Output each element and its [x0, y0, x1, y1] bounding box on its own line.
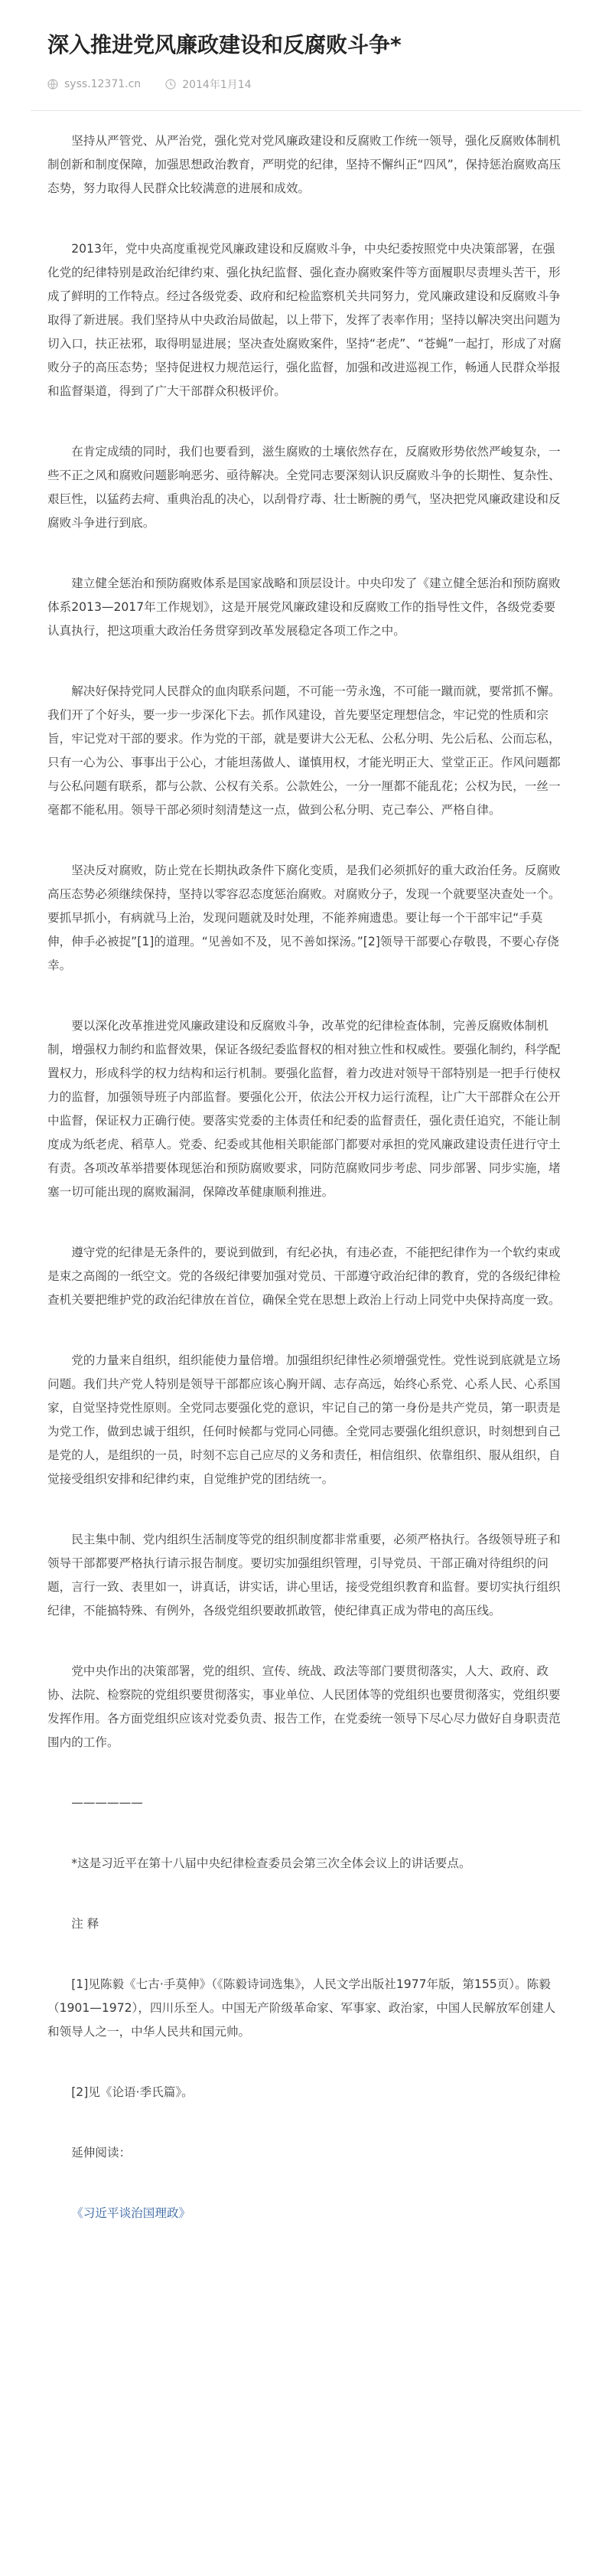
footnotes-section [31, 1791, 581, 2225]
paragraph: 坚持从严管党、从严治党，强化党对党风廉政建设和反腐败工作统一领导，强化反腐败体制机制创新和制度保障，加强思想政治教育，严明党的纪律，坚持不懈纠正“四风”，保持惩治腐败高压态势，努力取得人民群众比较满意的进展和成效。 [47, 133, 562, 195]
footnote-rule: —————— [71, 1795, 143, 1810]
footnote-intro: *这是习近平在第十八届中央纪律检查委员会第三次全体会议上的讲话要点。 [71, 1856, 471, 1870]
note-item: [2]见《论语·季氏篇》。 [71, 2085, 194, 2099]
extended-reading-label: 延伸阅读： [71, 2145, 132, 2160]
paragraph: 民主集中制、党内组织生活制度等党的组织制度都非常重要，必须严格执行。各级领导班子和领导干部都要严格执行请示报告制度。要切实加强组织管理，引导党员、干部正确对待组织的问题，言行一致、表里如一，讲真话，讲实话，讲心里话，接受党组织教育和监督。要切实执行组织纪律，不能搞特殊、有例外，各级党组织要敢抓敢管，使纪律真正成为带电的高压线。 [47, 1532, 561, 1618]
article-date: 2014年1月14 [182, 78, 252, 91]
note-item: [1]见陈毅《七古·手莫伸》（《陈毅诗词选集》，人民文学出版社1977年版，第155页）。陈毅（1901—1972），四川乐至人。中国无产阶级革命家、军事家、政治家，中国人民解放军创建人和领导人之一，中华人民共和国元帅。 [47, 1977, 556, 2039]
extended-reading-link[interactable]: 《习近平谈治国理政》 [71, 2205, 191, 2220]
article-container [31, 0, 581, 2225]
title-divider [31, 110, 581, 111]
clock-icon [165, 79, 176, 90]
paragraph: 在肯定成绩的同时，我们也要看到，滋生腐败的土壤依然存在，反腐败形势依然严峻复杂，一些不正之风和腐败问题影响恶劣、亟待解决。全党同志要深刻认识反腐败斗争的长期性、复杂性、艰巨性，以猛药去疴、重典治乱的决心，以刮骨疗毒、壮士断腕的勇气，坚决把党风廉政建设和反腐败斗争进行到底。 [47, 444, 561, 530]
article-body [31, 129, 581, 1755]
paragraph: 2013年，党中央高度重视党风廉政建设和反腐败斗争，中央纪委按照党中央决策部署，在强化党的纪律特别是政治纪律约束、强化执纪监督、强化查办腐败案件等方面履职尽责埋头苦干，形成了鲜明的工作特点。经过各级党委、政府和纪检监察机关共同努力，党风廉政建设和反腐败斗争取得了新进展。我们坚持从中央政治局做起，以上带下，发挥了表率作用；坚持以解决突出问题为切入口，扶正祛邪，取得明显进展；坚决查处腐败案件，坚持“老虎”、“苍蝇”一起打，形成了对腐败分子的高压态势；坚持促进权力规范运行，强化监督，加强和改进巡视工作，畅通人民群众举报和监督渠道，得到了广大干部群众积极评价。 [47, 241, 562, 398]
notes-title: 注 释 [71, 1916, 99, 1931]
article-meta [47, 77, 581, 92]
extended-reading-link-container [47, 2202, 565, 2225]
paragraph: 建立健全惩治和预防腐败体系是国家战略和顶层设计。中央印发了《建立健全惩治和预防腐败体系2013—2017年工作规划》，这是开展党风廉政建设和反腐败工作的指导性文件，各级党委要认真执行，把这项重大政治任务贯穿到改革发展稳定各项工作之中。 [47, 576, 561, 638]
paragraph: 坚决反对腐败，防止党在长期执政条件下腐化变质，是我们必须抓好的重大政治任务。反腐败高压态势必须继续保持，坚持以零容忍态度惩治腐败。对腐败分子，发现一个就要坚决查处一个。要抓早抓小，有病就马上治，发现问题就及时处理，不能养痈遗患。要让每一个干部牢记“手莫伸，伸手必被捉”[1]的道理。“见善如不及，见不善如探汤。”[2]领导干部要心存敬畏，不要心存侥幸。 [47, 863, 561, 972]
paragraph: 要以深化改革推进党风廉政建设和反腐败斗争，改革党的纪律检查体制，完善反腐败体制机制，增强权力制约和监督效果，保证各级纪委监督权的相对独立性和权威性。要强化制约，科学配置权力，形成科学的权力结构和运行机制。要强化监督，着力改进对领导干部特别是一把手行使权力的监督，加强领导班子内部监督。要强化公开，依法公开权力运行流程，让广大干部群众在公开中监督，保证权力正确行使。要落实党委的主体责任和纪委的监督责任，强化责任追究，不能让制度成为纸老虎、稻草人。党委、纪委或其他相关职能部门都要对承担的党风廉政建设责任进行守土有责。各项改革举措要体现惩治和预防腐败要求，同防范腐败同步考虑、同步部署、同步实施，堵塞一切可能出现的腐败漏洞，保障改革健康顺利推进。 [47, 1018, 561, 1199]
paragraph: 解决好保持党同人民群众的血肉联系问题，不可能一劳永逸，不可能一蹴而就，要常抓不懈。我们开了个好头，要一步一步深化下去。抓作风建设，首先要坚定理想信念，牢记党的性质和宗旨，牢记党对干部的要求。作为党的干部，就是要讲大公无私、公私分明、先公后私、公而忘私，只有一心为公、事事出于公心，才能坦荡做人、谨慎用权，才能光明正大、堂堂正正。作风问题都与公私问题有联系，都与公款、公权有关系。公款姓公，一分一厘都不能乱花；公权为民，一丝一毫都不能私用。领导干部必须时刻清楚这一点，做到公私分明、克己奉公、严格自律。 [47, 684, 561, 817]
article-title: 深入推进党风廉政建设和反腐败斗争* [47, 32, 402, 57]
globe-icon [47, 79, 58, 90]
paragraph: 遵守党的纪律是无条件的，要说到做到，有纪必执，有违必查，不能把纪律作为一个软约束或是束之高阁的一纸空文。党的各级纪律要加强对党员、干部遵守政治纪律的教育，党的各级纪律检查机关要把维护党的政治纪律放在首位，确保全党在思想上政治上行动上同党中央保持高度一致。 [47, 1245, 561, 1307]
article-source: syss.12371.cn [64, 77, 142, 90]
paragraph: 党的力量来自组织，组织能使力量倍增。加强组织纪律性必须增强党性。党性说到底就是立场问题。我们共产党人特别是领导干部都应该心胸开阔、志存高远，始终心系党、心系人民、心系国家，自觉坚持党性原则。全党同志要强化党的意识，牢记自己的第一身份是共产党员，第一职责是为党工作，做到忠诚于组织，任何时候都与党同心同德。全党同志要强化组织意识，时刻想到自己是党的人，是组织的一员，时刻不忘自己应尽的义务和责任，相信组织、依靠组织、服从组织，自觉接受组织安排和纪律约束，自觉维护党的团结统一。 [47, 1353, 561, 1486]
paragraph: 党中央作出的决策部署，党的组织、宣传、统战、政法等部门要贯彻落实，人大、政府、政协、法院、检察院的党组织要贯彻落实，事业单位、人民团体等的党组织也要贯彻落实，党组织要发挥作用。各方面党组织应该对党委负责、报告工作，在党委统一领导下尽心尽力做好自身职责范围内的工作。 [47, 1663, 561, 1749]
